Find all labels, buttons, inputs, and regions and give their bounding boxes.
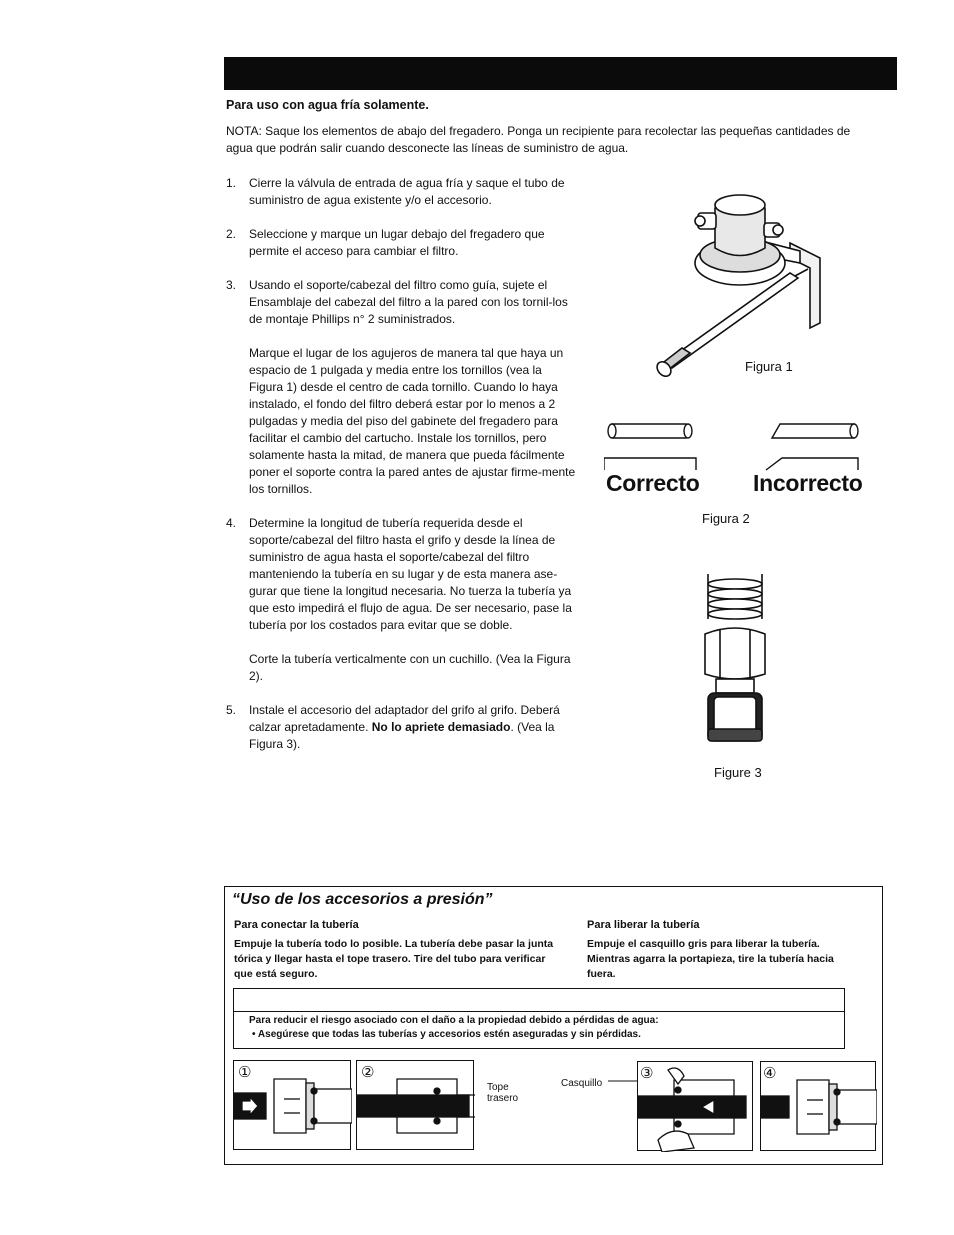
step-number: 5. — [226, 703, 237, 717]
warning-divider — [233, 1011, 845, 1012]
figure-1-caption: Figura 1 — [745, 359, 793, 374]
figure-3-faucet-adapter-illustration — [700, 574, 772, 750]
step-5 — [226, 702, 576, 753]
step-text: Seleccione y marque un lugar debajo del fregadero que permite el acceso para cambiar el filtro. — [249, 227, 545, 258]
step-number: 1. — [226, 176, 237, 190]
step-text: Marque el lugar de los agujeros de manera tal que haya un espacio de 1 pulgada y media entre los tornillos (vea la Figura 1) desde el centro de cada tornillo. Cuando lo haya instalado, el fondo del filtro deberá estar por lo menos a 2 pulgadas y media del piso del gabinete del fregadero para facilitar el cambio del cartucho. Instale los tornillos, pero solamente hasta la mitad, de manera que pueda fácilmente poner el soporte contra la pared antes de ajustar firme-mente los tornillos. — [249, 346, 576, 496]
incorrect-label: Incorrecto — [753, 470, 863, 496]
step-marker-2: ② — [361, 1063, 375, 1081]
cold-water-subheading: Para uso con agua fría solamente. — [226, 98, 429, 112]
section-header-bar — [224, 57, 897, 90]
warning-text — [249, 1014, 659, 1042]
step-text-part: . (Vea la Figura 3). — [249, 720, 555, 751]
figure-2-tubing-illustration — [604, 418, 864, 478]
step-marker-3: ③ — [640, 1064, 654, 1082]
step-text: Determine la longitud de tubería requerida desde el soporte/cabezal del filtro hasta el grifo y desde la línea de suministro de agua hasta el soporte/cabezal del filtro manteniendo la tubería en su lugar y de esta manera ase-gurar que tiene la longitud necesaria. No tuerza la tubería ya que esto impedirá el flujo de agua. De ser necesario, pase la tubería por los costados para evitar que se doble. — [249, 516, 572, 632]
connect-tubing-heading: Para conectar la tubería — [234, 919, 359, 931]
step-text: Usando el soporte/cabezal del filtro como guía, sujete el Ensamblaje del cabezal del filtro a la pared con los tornil-los de montaje Phillips n° 2 suministrados. — [249, 278, 568, 326]
step-4 — [226, 515, 576, 685]
connect-tubing-text: Empuje la tubería todo lo posible. La tubería debe pasar la junta tórica y llegar hasta el tope trasero. Tire del tubo para verificar que está seguro. — [234, 938, 554, 980]
step-number: 2. — [226, 227, 237, 241]
fitting-step-3-panel — [637, 1061, 753, 1151]
figure-3-caption: Figure 3 — [714, 765, 762, 780]
step-marker-1: ① — [238, 1063, 252, 1081]
step-text: Corte la tubería verticalmente con un cuchillo. (Vea la Figura 2). — [249, 652, 571, 683]
step-text — [249, 702, 576, 753]
figure-1-filter-head-illustration — [650, 183, 830, 383]
push-fittings-title: “Uso de los accesorios a presión” — [232, 891, 493, 908]
release-tubing-heading: Para liberar la tubería — [587, 919, 700, 931]
back-stop-label: Tope trasero — [487, 1082, 519, 1104]
step-text: Cierre la válvula de entrada de agua fría y saque el tubo de suministro de agua existente y/o el accesorio. — [249, 176, 565, 207]
steps-list — [226, 175, 576, 770]
correct-label: Correcto — [606, 470, 700, 496]
fitting-connect-diagram — [234, 1061, 352, 1151]
collet-label: Casquillo — [561, 1078, 603, 1089]
fitting-removed-diagram — [761, 1062, 877, 1152]
note-paragraph: NOTA: Saque los elementos de abajo del fregadero. Ponga un recipiente para recolectar las pequeñas cantidades de agua que podrán salir cuando desconecte las líneas de suministro de agua. — [226, 124, 851, 155]
step-2 — [226, 226, 576, 260]
figure-2-caption: Figura 2 — [702, 511, 750, 526]
step-text-bold: No lo apriete demasiado — [371, 720, 511, 734]
step-marker-4: ④ — [763, 1064, 777, 1082]
step-number: 4. — [226, 516, 237, 530]
fitting-step-4-panel — [760, 1061, 876, 1151]
step-number: 3. — [226, 278, 237, 292]
warning-bullet: • Asegúrese que todas las tuberías y accesorios estén aseguradas y sin pérdidas. — [252, 1029, 641, 1040]
step-3 — [226, 277, 576, 498]
fitting-inserted-diagram — [357, 1061, 475, 1151]
release-tubing-text: Empuje el casquillo gris para liberar la tubería. Mientras agarra la portapieza, tire la tubería hacia fuera. — [587, 938, 834, 980]
fitting-step-1-panel — [233, 1060, 351, 1150]
fitting-release-diagram — [638, 1062, 754, 1152]
warning-line: Para reducir el riesgo asociado con el daño a la propiedad debido a pérdidas de agua: — [249, 1015, 659, 1026]
step-1 — [226, 175, 576, 209]
step-text-part: Instale el accesorio del adaptador del grifo al grifo. Deberá calzar apretadamente. — [249, 703, 560, 734]
fitting-step-2-panel — [356, 1060, 474, 1150]
